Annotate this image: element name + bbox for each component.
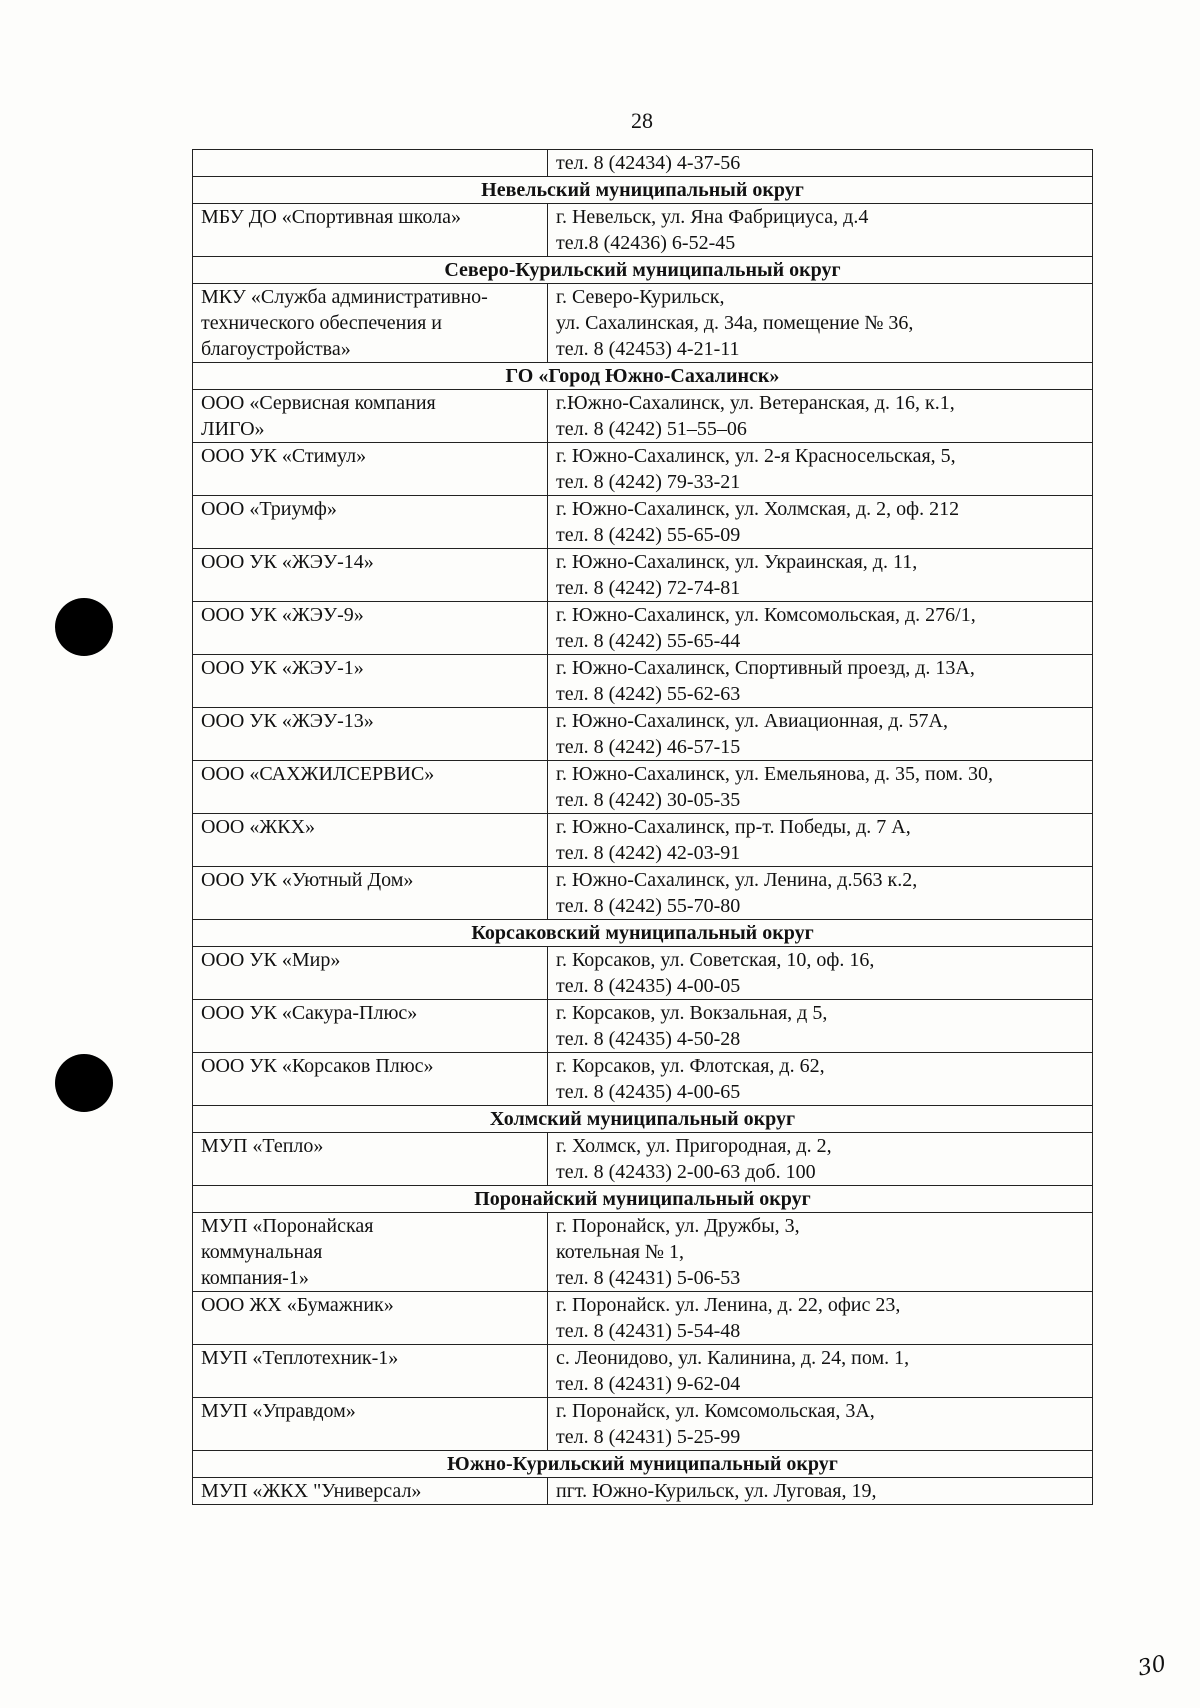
- contact-line: г. Южно-Сахалинск, ул. Украинская, д. 11,: [556, 551, 918, 573]
- contact-line: г. Корсаков, ул. Флотская, д. 62,: [556, 1055, 825, 1077]
- contact-line: г. Южно-Сахалинск, ул. Авиационная, д. 57А,: [556, 710, 948, 732]
- contact-line: тел. 8 (4242) 55-65-44: [556, 630, 741, 652]
- organization-cell: [193, 602, 548, 655]
- contact-line: г. Корсаков, ул. Советская, 10, оф. 16,: [556, 949, 875, 971]
- organization-name-line: ООО УК «Сакура-Плюс»: [201, 1002, 418, 1024]
- contact-line: тел. 8 (4242) 55-70-80: [556, 895, 741, 917]
- table-row: [193, 443, 1093, 496]
- table-row: [193, 1292, 1093, 1345]
- section-header-row: [193, 1451, 1093, 1478]
- table-row: [193, 655, 1093, 708]
- organization-name-line: ООО УК «Мир»: [201, 949, 341, 971]
- table-row: [193, 150, 1093, 177]
- organization-name-line: ООО ЖХ «Бумажник»: [201, 1294, 394, 1316]
- contact-cell: [548, 947, 1093, 1000]
- organization-name-line: ООО УК «ЖЭУ-9»: [201, 604, 364, 626]
- organization-name-line: МУП «Поронайская: [201, 1215, 374, 1237]
- organization-cell: [193, 1478, 548, 1505]
- organization-cell: [193, 761, 548, 814]
- table-row: [193, 947, 1093, 1000]
- table-row: [193, 1000, 1093, 1053]
- organization-cell: [193, 1345, 548, 1398]
- table-row: [193, 1213, 1093, 1292]
- contact-line: г. Поронайск. ул. Ленина, д. 22, офис 23,: [556, 1294, 901, 1316]
- organization-cell: [193, 284, 548, 363]
- section-title: Корсаковский муниципальный округ: [193, 920, 1093, 947]
- section-title: Южно-Курильский муниципальный округ: [193, 1451, 1093, 1478]
- punch-hole-lower: [55, 1054, 113, 1112]
- contact-line: тел. 8 (4242) 72-74-81: [556, 577, 741, 599]
- contact-cell: [548, 1053, 1093, 1106]
- contact-line: г. Южно-Сахалинск, Спортивный проезд, д. 13А,: [556, 657, 975, 679]
- contact-cell: [548, 1292, 1093, 1345]
- contact-line: г. Южно-Сахалинск, ул. Ленина, д.563 к.2,: [556, 869, 918, 891]
- table-row: [193, 1133, 1093, 1186]
- contact-line: тел. 8 (4242) 55-62-63: [556, 683, 741, 705]
- organization-name-line: ООО УК «ЖЭУ-14»: [201, 551, 374, 573]
- contact-cell: [548, 150, 1093, 177]
- organization-cell: [193, 1000, 548, 1053]
- contact-line: г. Корсаков, ул. Вокзальная, д 5,: [556, 1002, 828, 1024]
- contact-line: тел. 8 (42431) 5-54-48: [556, 1320, 741, 1342]
- contact-cell: [548, 1398, 1093, 1451]
- table-row: [193, 1398, 1093, 1451]
- organization-name-line: ООО «ЖКХ»: [201, 816, 316, 838]
- punch-hole-upper: [55, 598, 113, 656]
- organization-name-line: благоустройства»: [201, 338, 351, 360]
- contact-cell: [548, 602, 1093, 655]
- organizations-table: [192, 149, 1093, 1505]
- organization-cell: [193, 443, 548, 496]
- section-header-row: [193, 920, 1093, 947]
- contact-cell: [548, 708, 1093, 761]
- organization-name-line: МУП «Управдом»: [201, 1400, 356, 1422]
- organization-name-line: МБУ ДО «Спортивная школа»: [201, 206, 461, 228]
- contact-line: тел. 8 (4242) 46-57-15: [556, 736, 741, 758]
- contact-line: г. Поронайск, ул. Комсомольская, 3А,: [556, 1400, 875, 1422]
- organization-cell: [193, 1292, 548, 1345]
- organization-cell: [193, 655, 548, 708]
- section-header-row: [193, 363, 1093, 390]
- contact-line: г. Невельск, ул. Яна Фабрициуса, д.4: [556, 206, 869, 228]
- contact-line: тел. 8 (42434) 4-37-56: [556, 152, 741, 174]
- contact-line: г. Северо-Курильск,: [556, 286, 725, 308]
- contact-line: тел. 8 (42431) 5-06-53: [556, 1267, 741, 1289]
- contact-cell: [548, 1478, 1093, 1505]
- table-row: [193, 761, 1093, 814]
- table-row: [193, 284, 1093, 363]
- contact-cell: [548, 655, 1093, 708]
- contact-line: тел. 8 (42435) 4-00-05: [556, 975, 741, 997]
- contact-line: ул. Сахалинская, д. 34а, помещение № 36,: [556, 312, 914, 334]
- section-title: ГО «Город Южно-Сахалинск»: [193, 363, 1093, 390]
- organization-name-line: ООО УК «Уютный Дом»: [201, 869, 414, 891]
- section-title: Невельский муниципальный округ: [193, 177, 1093, 204]
- contact-line: тел. 8 (4242) 30-05-35: [556, 789, 741, 811]
- contact-line: г. Южно-Сахалинск, ул. Холмская, д. 2, оф. 212: [556, 498, 960, 520]
- organization-cell: [193, 947, 548, 1000]
- contact-cell: [548, 1345, 1093, 1398]
- contact-line: тел. 8 (4242) 79-33-21: [556, 471, 741, 493]
- contact-line: с. Леонидово, ул. Калинина, д. 24, пом. 1,: [556, 1347, 910, 1369]
- organization-name-line: ООО УК «Стимул»: [201, 445, 367, 467]
- organization-name-line: коммунальная: [201, 1241, 323, 1263]
- table-row: [193, 814, 1093, 867]
- organization-name-line: ООО УК «ЖЭУ-1»: [201, 657, 364, 679]
- contact-line: тел. 8 (4242) 51–55–06: [556, 418, 747, 440]
- organization-name-line: МУП «Теплотехник-1»: [201, 1347, 399, 1369]
- section-title: Холмский муниципальный округ: [193, 1106, 1093, 1133]
- contact-cell: [548, 390, 1093, 443]
- contact-line: котельная № 1,: [556, 1241, 685, 1263]
- organization-cell: [193, 867, 548, 920]
- contact-cell: [548, 761, 1093, 814]
- contact-line: г. Холмск, ул. Пригородная, д. 2,: [556, 1135, 832, 1157]
- organization-name-line: МКУ «Служба административно-: [201, 286, 488, 308]
- organization-cell: [193, 1133, 548, 1186]
- contact-cell: [548, 549, 1093, 602]
- contact-line: тел. 8 (42431) 5-25-99: [556, 1426, 741, 1448]
- contact-line: г. Южно-Сахалинск, ул. Емельянова, д. 35, пом. 30,: [556, 763, 993, 785]
- section-header-row: [193, 1186, 1093, 1213]
- handwritten-page-number: 30: [1135, 1651, 1169, 1682]
- table-row: [193, 867, 1093, 920]
- table-row: [193, 549, 1093, 602]
- section-header-row: [193, 177, 1093, 204]
- table-row: [193, 204, 1093, 257]
- organization-cell: [193, 814, 548, 867]
- section-header-row: [193, 1106, 1093, 1133]
- table-row: [193, 1345, 1093, 1398]
- contact-line: г. Поронайск, ул. Дружбы, 3,: [556, 1215, 800, 1237]
- contact-line: тел.8 (42436) 6-52-45: [556, 232, 736, 254]
- contact-line: тел. 8 (42433) 2-00-63 доб. 100: [556, 1161, 816, 1183]
- organization-name-line: ООО «Триумф»: [201, 498, 337, 520]
- organization-cell: [193, 150, 548, 177]
- organization-cell: [193, 1398, 548, 1451]
- table-row: [193, 496, 1093, 549]
- organization-cell: [193, 549, 548, 602]
- contact-cell: [548, 814, 1093, 867]
- organization-name-line: ООО УК «Корсаков Плюс»: [201, 1055, 434, 1077]
- contact-line: тел. 8 (42435) 4-00-65: [556, 1081, 741, 1103]
- organization-cell: [193, 708, 548, 761]
- contact-line: тел. 8 (4242) 55-65-09: [556, 524, 741, 546]
- contact-line: г.Южно-Сахалинск, ул. Ветеранская, д. 16, к.1,: [556, 392, 955, 414]
- table-row: [193, 1053, 1093, 1106]
- organization-cell: [193, 204, 548, 257]
- table-body: [193, 150, 1093, 1505]
- contact-line: тел. 8 (42435) 4-50-28: [556, 1028, 741, 1050]
- organization-name-line: ООО «САХЖИЛСЕРВИС»: [201, 763, 435, 785]
- organization-cell: [193, 390, 548, 443]
- section-header-row: [193, 257, 1093, 284]
- contact-line: г. Южно-Сахалинск, пр-т. Победы, д. 7 А,: [556, 816, 911, 838]
- organization-cell: [193, 1213, 548, 1292]
- section-title: Поронайский муниципальный округ: [193, 1186, 1093, 1213]
- organization-name-line: компания-1»: [201, 1267, 309, 1289]
- contact-cell: [548, 1133, 1093, 1186]
- contact-cell: [548, 204, 1093, 257]
- table-row: [193, 602, 1093, 655]
- contact-line: тел. 8 (42431) 9-62-04: [556, 1373, 741, 1395]
- contact-cell: [548, 496, 1093, 549]
- organization-name-line: МУП «ЖКХ "Универсал»: [201, 1480, 422, 1502]
- contact-line: тел. 8 (4242) 42-03-91: [556, 842, 741, 864]
- contact-cell: [548, 1213, 1093, 1292]
- contact-line: тел. 8 (42453) 4-21-11: [556, 338, 740, 360]
- contact-cell: [548, 284, 1093, 363]
- organization-cell: [193, 496, 548, 549]
- table-row: [193, 708, 1093, 761]
- organization-name-line: [201, 150, 539, 176]
- organization-name-line: ООО УК «ЖЭУ-13»: [201, 710, 374, 732]
- contact-cell: [548, 867, 1093, 920]
- table-row: [193, 1478, 1093, 1505]
- organization-name-line: ЛИГО»: [201, 418, 265, 440]
- contact-line: пгт. Южно-Курильск, ул. Луговая, 19,: [556, 1480, 877, 1502]
- organization-name-line: ООО «Сервисная компания: [201, 392, 436, 414]
- organization-name-line: МУП «Тепло»: [201, 1135, 324, 1157]
- organization-cell: [193, 1053, 548, 1106]
- organization-name-line: технического обеспечения и: [201, 312, 442, 334]
- contact-cell: [548, 1000, 1093, 1053]
- section-title: Северо-Курильский муниципальный округ: [193, 257, 1093, 284]
- table-row: [193, 390, 1093, 443]
- contact-cell: [548, 443, 1093, 496]
- contact-line: г. Южно-Сахалинск, ул. Комсомольская, д. 276/1,: [556, 604, 976, 626]
- contact-line: г. Южно-Сахалинск, ул. 2-я Красносельская, 5,: [556, 445, 956, 467]
- page-number: 28: [631, 108, 653, 133]
